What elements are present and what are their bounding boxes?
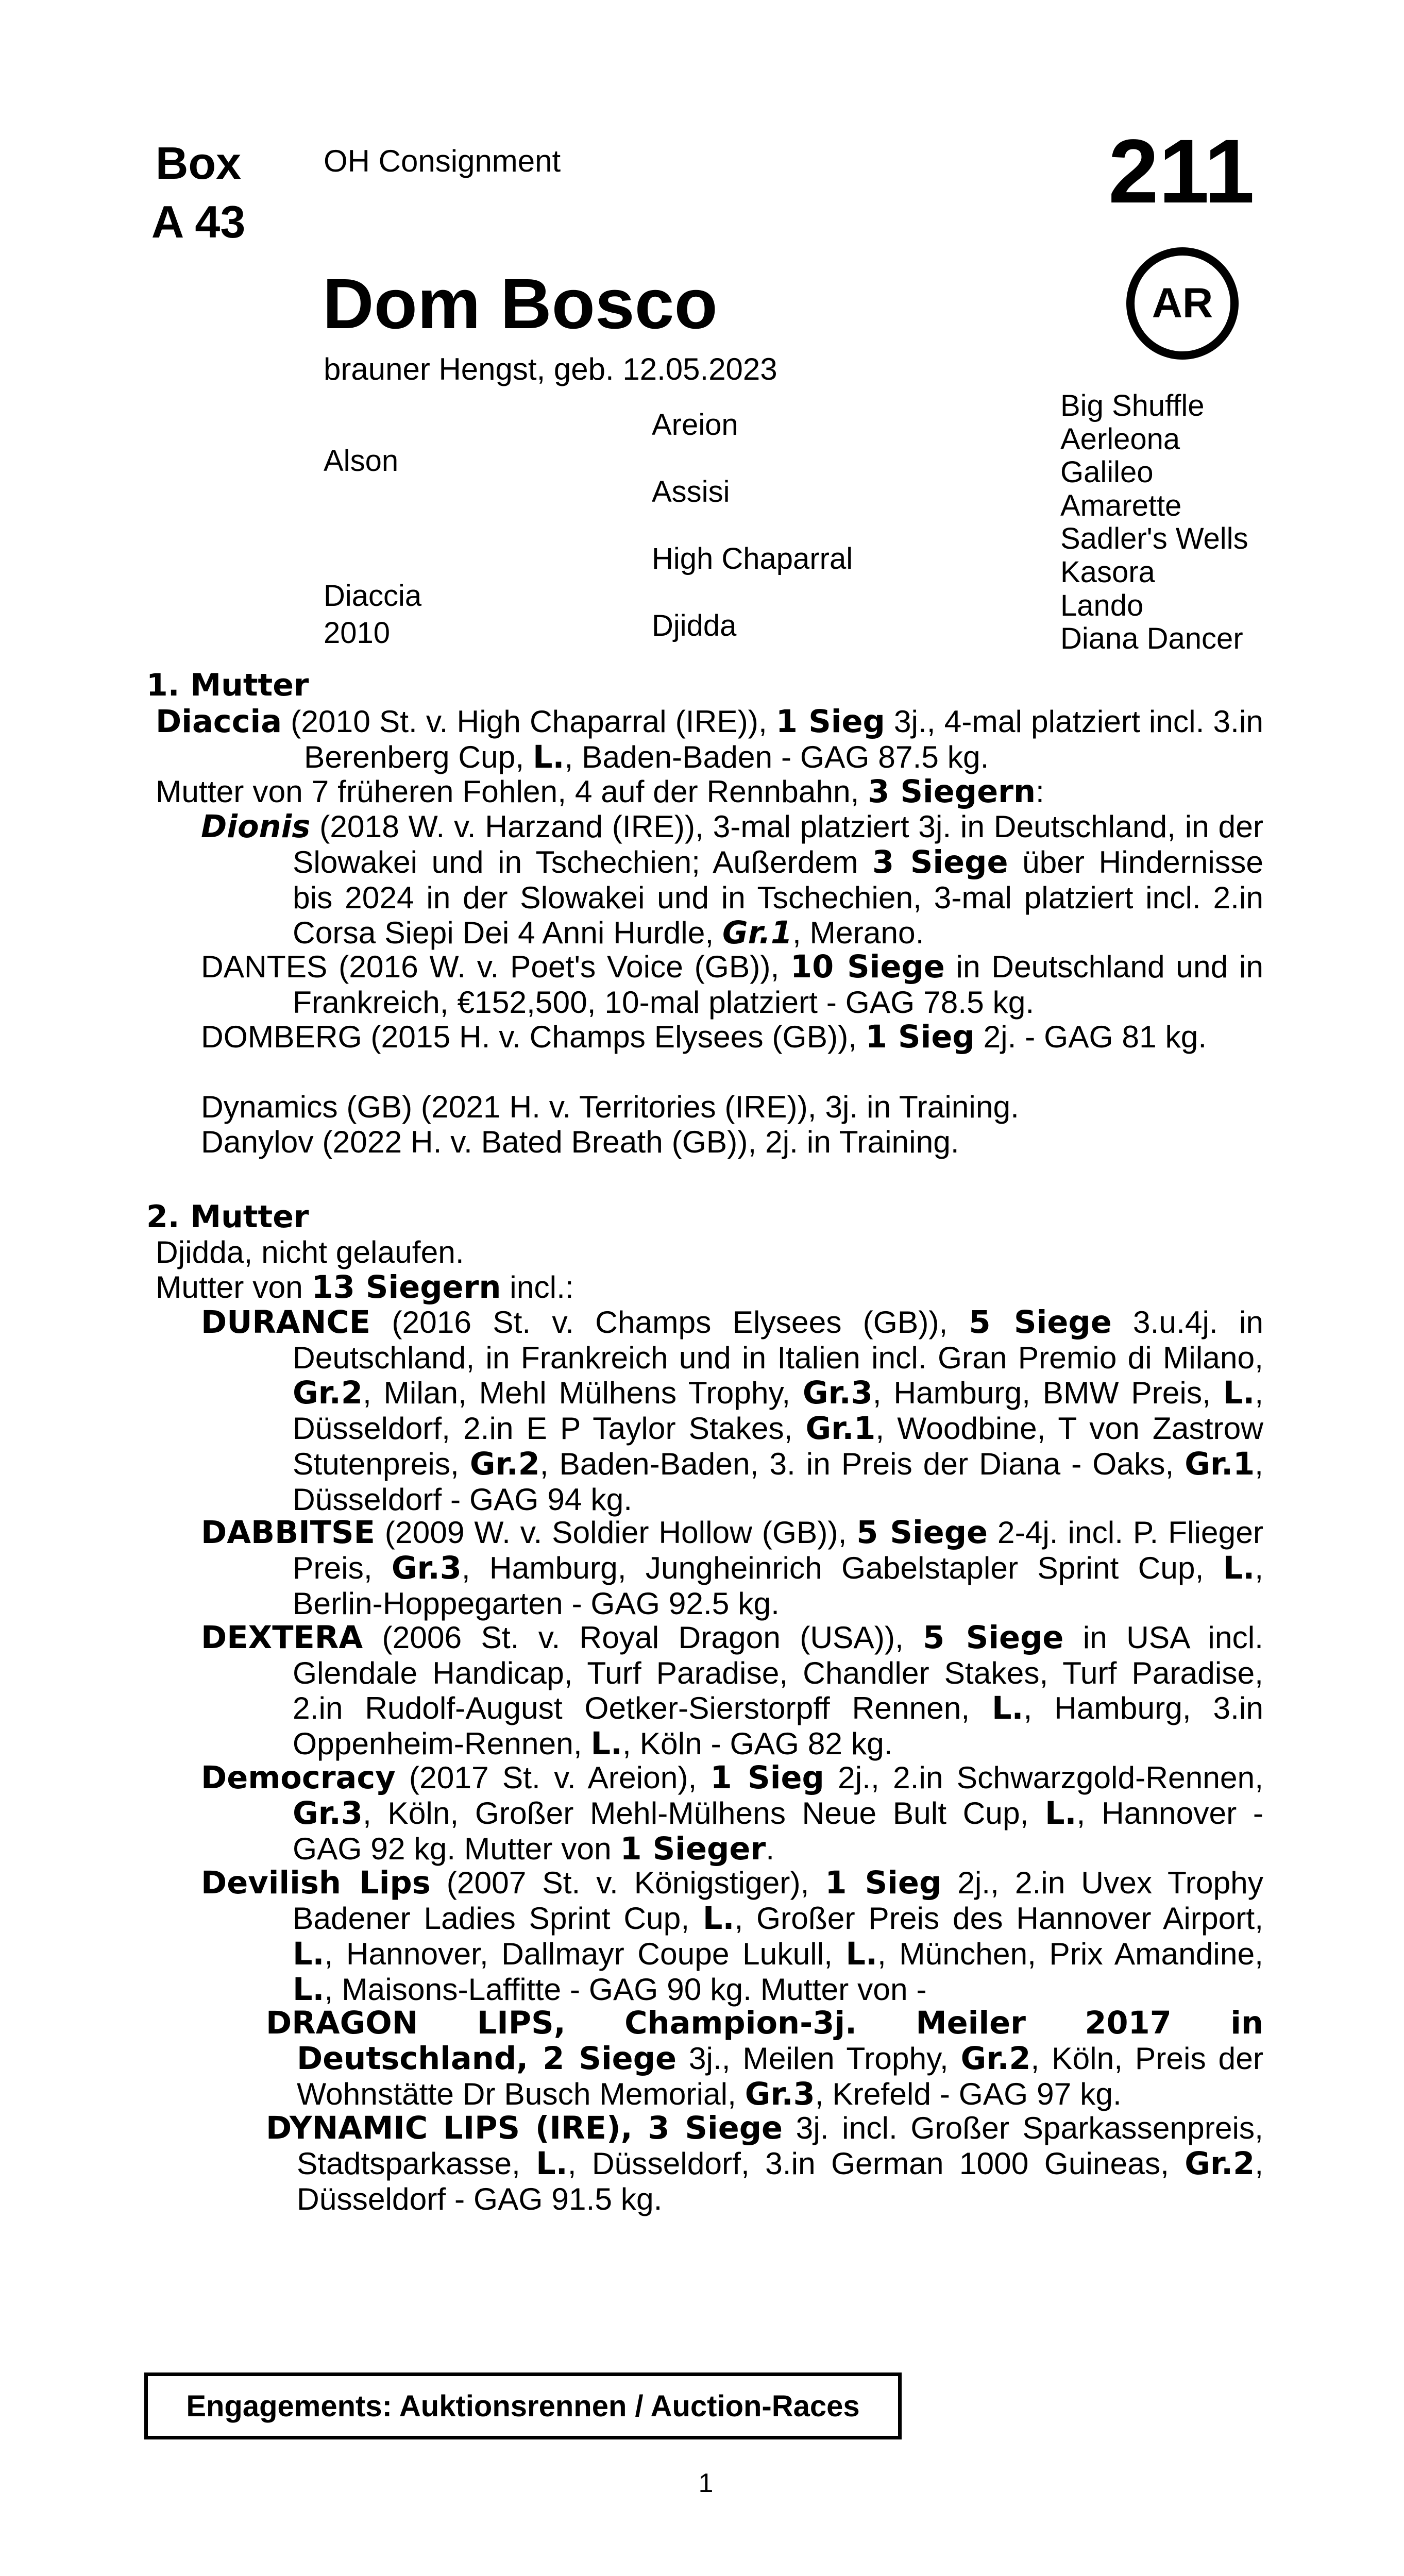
second-dam-produce-intro [156,1269,1263,1305]
text-run: . [766,1831,775,1866]
text-run: DANTES (2016 W. v. Poet's Voice (GB)), [201,949,790,984]
text-run: , Baden-Baden - GAG 87.5 kg. [564,739,989,774]
text-run: 1 Sieg [865,1019,975,1055]
text-run: Gr.3 [293,1795,363,1832]
pedigree-gen3-item: Galileo [1060,455,1154,489]
engagements-label: Engagements: Auktionsrennen / Auction-Races [186,2389,860,2423]
pedigree-dam-year: 2010 [324,616,391,650]
first-dam-heading: 1. Mutter [146,667,309,703]
text-run: , Köln, Preis der Wohnstätte Dr Busch Memorial, [297,2041,1263,2111]
text-run: in Deutschland und in Frankreich, €152,500, 10-mal platziert - GAG 78.5 kg. [293,949,1264,1020]
text-run: , Hannover - GAG 92 kg. Mutter von [293,1795,1263,1866]
text-run: Gr.2 [293,1375,363,1411]
produce-entry-democracy [201,1760,1263,1867]
horse-description: brauner Hengst, geb. 12.05.2023 [324,352,777,386]
pedigree-gen3-item: Diana Dancer [1060,622,1243,656]
text-run: DYNAMIC LIPS (IRE), 3 Siege [266,2110,783,2146]
ar-badge-icon [1126,247,1239,360]
text-run: L. [532,739,565,775]
text-run: (2016 St. v. Champs Elysees (GB)), [370,1304,969,1340]
pedigree-sire: Alson [324,444,399,478]
text-run: Mutter von [156,1269,312,1304]
produce-entry-dextera [201,1620,1263,1761]
pedigree-dam: Diaccia [324,579,422,613]
box-code: A 43 [151,196,246,247]
text-run: 3j., 4-mal platziert incl. 3.in Berenberg Cup, [304,704,1263,774]
text-run: , Krefeld - GAG 97 kg. [815,2076,1122,2111]
text-run: über Hindernisse bis 2024 in der Slowakei und in Tschechien, 3-mal platziert incl. 2.in Corsa Siepi Dei 4 Anni Hurdle, [293,844,1263,950]
second-dam-heading: 2. Mutter [146,1199,309,1235]
pedigree-gen2-3: High Chaparral [652,542,853,575]
text-run: , Hannover, Dallmayr Coupe Lukull, [324,1936,846,1971]
text-run: 5 Siege [969,1304,1112,1341]
text-run: Gr.3 [391,1550,462,1586]
text-run: DRAGON LIPS, Champion-3j. Meiler 2017 in Deutschland, 2 Siege [266,2005,1263,2077]
text-run: Mutter von 7 früheren Fohlen, 4 auf der Rennbahn, [156,774,868,809]
text-run: 10 Siege [790,949,945,985]
consignment: OH Consignment [324,144,561,178]
text-run: (2007 St. v. Königstiger), [430,1865,825,1900]
produce-entry-domberg [201,1019,1263,1055]
text-run: (2006 St. v. Royal Dragon (USA)), [363,1620,923,1655]
text-run: L. [1045,1795,1077,1832]
text-run: L. [536,2146,568,2182]
pedigree-gen2-1: Areion [652,408,738,442]
produce-entry-dynamic-lips [266,2110,1263,2216]
text-run: Gr.1 [805,1411,876,1447]
text-run: , Großer Preis des Hannover Airport, [734,1901,1264,1936]
produce-entry-dabbitse [201,1515,1263,1621]
pedigree-gen3 [1060,389,1248,656]
pedigree-gen3-item: Kasora [1060,555,1155,589]
text-run: : [1036,774,1044,809]
produce-entry-dantes [201,949,1263,1020]
text-run: 3 Siege [872,844,1008,880]
produce-entry-devilish-lips [201,1865,1263,2007]
text-run: 5 Siege [856,1515,988,1551]
produce-entry-danylov: Danylov (2022 H. v. Bated Breath (GB)), 2j. in Training. [201,1124,959,1159]
box-label: Box [155,138,242,189]
text-run: Gr.3 [745,2076,815,2112]
text-run: DEXTERA [201,1620,363,1656]
second-dam-line: Djidda, nicht gelaufen. [156,1234,464,1269]
text-run: L. [702,1901,735,1937]
text-run: Democracy [201,1760,396,1796]
text-run: L. [293,1972,325,2008]
text-run: Gr.1 [1185,1446,1255,1482]
text-run: 5 Siege [923,1620,1064,1656]
text-run: Dionis [201,809,311,845]
text-run: Devilish Lips [201,1865,431,1901]
text-run: DURANCE [201,1304,371,1341]
text-run: , Düsseldorf, 3.in German 1000 Guineas, [567,2146,1185,2181]
text-run: , Köln, Großer Mehl-Mülhens Neue Bult Cup, [362,1795,1045,1831]
text-run: , Milan, Mehl Mülhens Trophy, [362,1375,803,1410]
text-run: 2j. - GAG 81 kg. [974,1019,1207,1054]
produce-entry-durance [201,1304,1263,1517]
engagements-box [144,2372,902,2439]
text-run: 1 Sieger [620,1831,766,1867]
text-run: Gr.2 [960,2041,1031,2077]
text-run: (2010 St. v. High Chaparral (IRE)), [282,704,776,739]
text-run: 3j., Meilen Trophy, [676,2041,961,2076]
text-run: 1 Sieg [825,1865,942,1901]
text-run: , Woodbine, T von Zastrow Stutenpreis, [293,1411,1263,1481]
text-run: Gr.2 [1185,2146,1255,2182]
text-run: , Merano. [792,915,924,950]
text-run: 13 Siegern [311,1269,501,1306]
text-run: L. [293,1936,325,1972]
pedigree-gen2-4: Djidda [652,609,737,642]
lot-number: 211 [1108,121,1255,222]
first-dam-name: Diaccia [156,704,282,740]
text-run: (2017 St. v. Areion), [395,1760,711,1795]
text-run: 1 Sieg [775,704,885,740]
pedigree-gen3-item: Aerleona [1060,422,1180,456]
text-run: L. [1223,1375,1255,1411]
text-run: , Hamburg, Jungheinrich Gabelstapler Sprint Cup, [461,1550,1223,1585]
text-run: L. [1223,1550,1255,1586]
text-run: , Düsseldorf - GAG 91.5 kg. [297,2146,1263,2216]
text-run: Gr.2 [469,1446,540,1482]
text-run: , Baden-Baden, 3. in Preis der Diana - Oaks, [539,1446,1185,1481]
text-run: 2j., 2.in Uvex Trophy Badener Ladies Sprint Cup, [293,1865,1264,1936]
text-run: Gr.3 [802,1375,873,1411]
text-run: , Hamburg, BMW Preis, [872,1375,1223,1410]
pedigree-gen3-item: Big Shuffle [1060,389,1205,422]
produce-entry-dragon-lips [266,2005,1263,2112]
pedigree-gen2-2: Assisi [652,475,730,509]
text-run: incl.: [501,1269,574,1304]
text-run: (2009 W. v. Soldier Hollow (GB)), [375,1515,857,1550]
text-run: DOMBERG (2015 H. v. Champs Elysees (GB)), [201,1019,866,1054]
pedigree-gen3-item: Sadler's Wells [1060,522,1248,556]
text-run: 3.u.4j. in Deutschland, in Frankreich und in Italien incl. Gran Premio di Milano, [293,1304,1264,1375]
text-run: , Düsseldorf - GAG 94 kg. [293,1446,1263,1517]
ar-badge-label: AR [1152,280,1213,327]
text-run: 3j. incl. Großer Sparkassenpreis, Stadtsparkasse, [297,2110,1263,2181]
pedigree-gen3-item: Lando [1060,588,1144,622]
horse-name: Dom Bosco [323,264,718,344]
text-run: , Berlin-Hoppegarten - GAG 92.5 kg. [293,1550,1263,1621]
text-run: 1 Sieg [710,1760,824,1796]
text-run: (2018 W. v. Harzand (IRE)), 3-mal platziert 3j. in Deutschland, in der Slowakei und in Tschechien; Außerdem [293,809,1263,879]
text-run: 2j., 2.in Schwarzgold-Rennen, [824,1760,1264,1795]
text-run: , Hamburg, 3.in Oppenheim-Rennen, [293,1690,1263,1761]
text-run: , München, Prix Amandine, [877,1936,1263,1971]
text-run: 3 Siegern [868,774,1036,810]
text-run: in USA incl. Glendale Handicap, Turf Paradise, Chandler Stakes, Turf Paradise, 2.in Rudolf-August Oetker-Sierstorpff Rennen, [293,1620,1263,1725]
text-run: 2-4j. incl. P. Flieger Preis, [293,1515,1263,1585]
text-run: L. [590,1726,623,1762]
text-run: Gr.1 [722,915,792,951]
produce-entry-dynamics: Dynamics (GB) (2021 H. v. Territories (IRE)), 3j. in Training. [201,1089,1019,1124]
text-run: L. [991,1690,1024,1726]
text-run: DABBITSE [201,1515,375,1551]
first-dam-entry [156,704,1263,775]
text-run: , Düsseldorf, 2.in E P Taylor Stakes, [293,1375,1263,1446]
page-number: 1 [698,2468,714,2498]
text-run: , Maisons-Laffitte - GAG 90 kg. Mutter von - [324,1972,927,2007]
text-run: L. [845,1936,877,1972]
produce-entry-dionis [201,809,1263,951]
text-run: , Köln - GAG 82 kg. [622,1726,893,1761]
first-dam-produce-intro [156,774,1263,809]
box-number [131,134,265,251]
pedigree-gen3-item: Amarette [1060,488,1182,522]
